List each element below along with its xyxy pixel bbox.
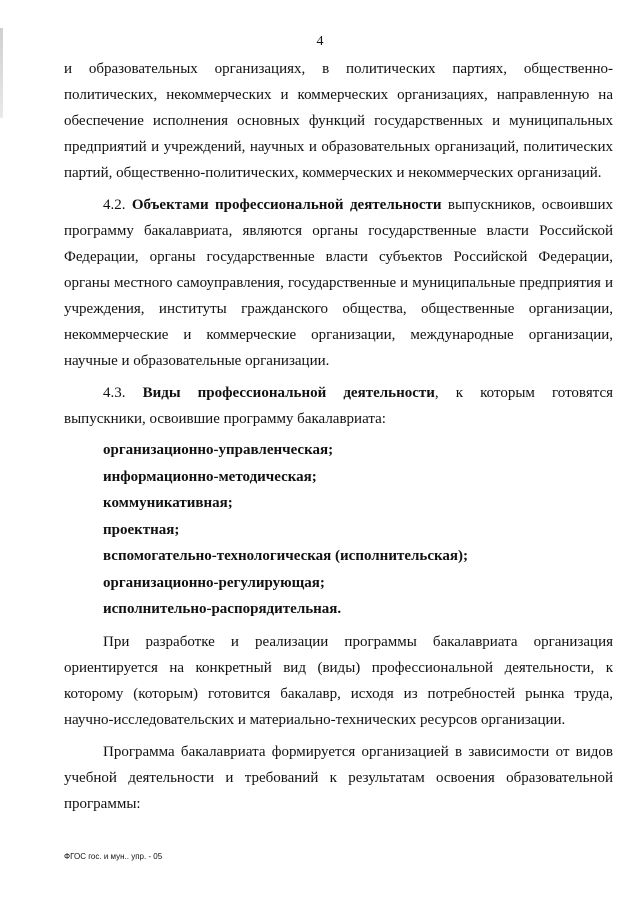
list-item: проектная; <box>103 521 180 538</box>
list-item: коммуникативная; <box>103 495 233 511</box>
list-item: информационно-методическая; <box>103 468 317 485</box>
section-number: 4.3. <box>103 385 126 401</box>
section-number: 4.2. <box>103 197 126 213</box>
paragraph-formation: Программа бакалавриата формируется организацией в зависимости от видов учебной деятельности и требований к результатам освоения образовательной программы: <box>64 743 613 812</box>
list-item: исполнительно-распорядительная. <box>103 601 342 617</box>
activity-types-list <box>64 437 613 623</box>
list-item: организационно-регулирующая; <box>103 574 325 591</box>
paragraph-text: выпускников, освоивших программу бакалавриата, являются органы государственные власти Российской Федерации, органы государственные власти субъектов Российской Федерации, органы местного самоуправления, государственные и муниципальные предприятия и учреждения, институты гражданского общества, общественные организации, некоммерческие и коммерческие организации, международные организации, научные и образовательные организации. <box>64 197 613 369</box>
paragraph-text: , к которым готовятся выпускники, освоившие программу бакалавриата: <box>64 385 614 427</box>
bold-term: Объектами профессиональной деятельности <box>131 197 442 213</box>
paragraph-4-3 <box>64 380 613 432</box>
paragraph-orientation: При разработке и реализации программы бакалавриата организация ориентируется на конкретный вид (виды) профессиональной деятельности, к которому (которым) готовится бакалавр, исходя из потребностей рынка труда, научно-исследовательских и материально-технических ресурсов организации. <box>64 633 613 728</box>
bold-term: Виды профессиональной деятельности <box>142 385 435 401</box>
list-item: вспомогательно-технологическая (исполнительская); <box>103 548 469 564</box>
page-content <box>64 56 613 817</box>
paragraph-continuation: и образовательных организациях, в политических партиях, общественно-политических, некоммерческих и коммерческих организациях, направленную на обеспечение исполнения основных функций государственных и муниципальных предприятий и учреждений, научных и образовательных организаций, политических партий, общественно-политических, коммерческих и некоммерческих организаций. <box>64 61 613 181</box>
list-item: организационно-управленческая; <box>103 442 334 458</box>
paragraph-4-2 <box>64 192 613 374</box>
page-number: 4 <box>316 34 324 49</box>
page-footer: ФГОС гос. и мун.. упр. - 05 <box>64 852 163 861</box>
